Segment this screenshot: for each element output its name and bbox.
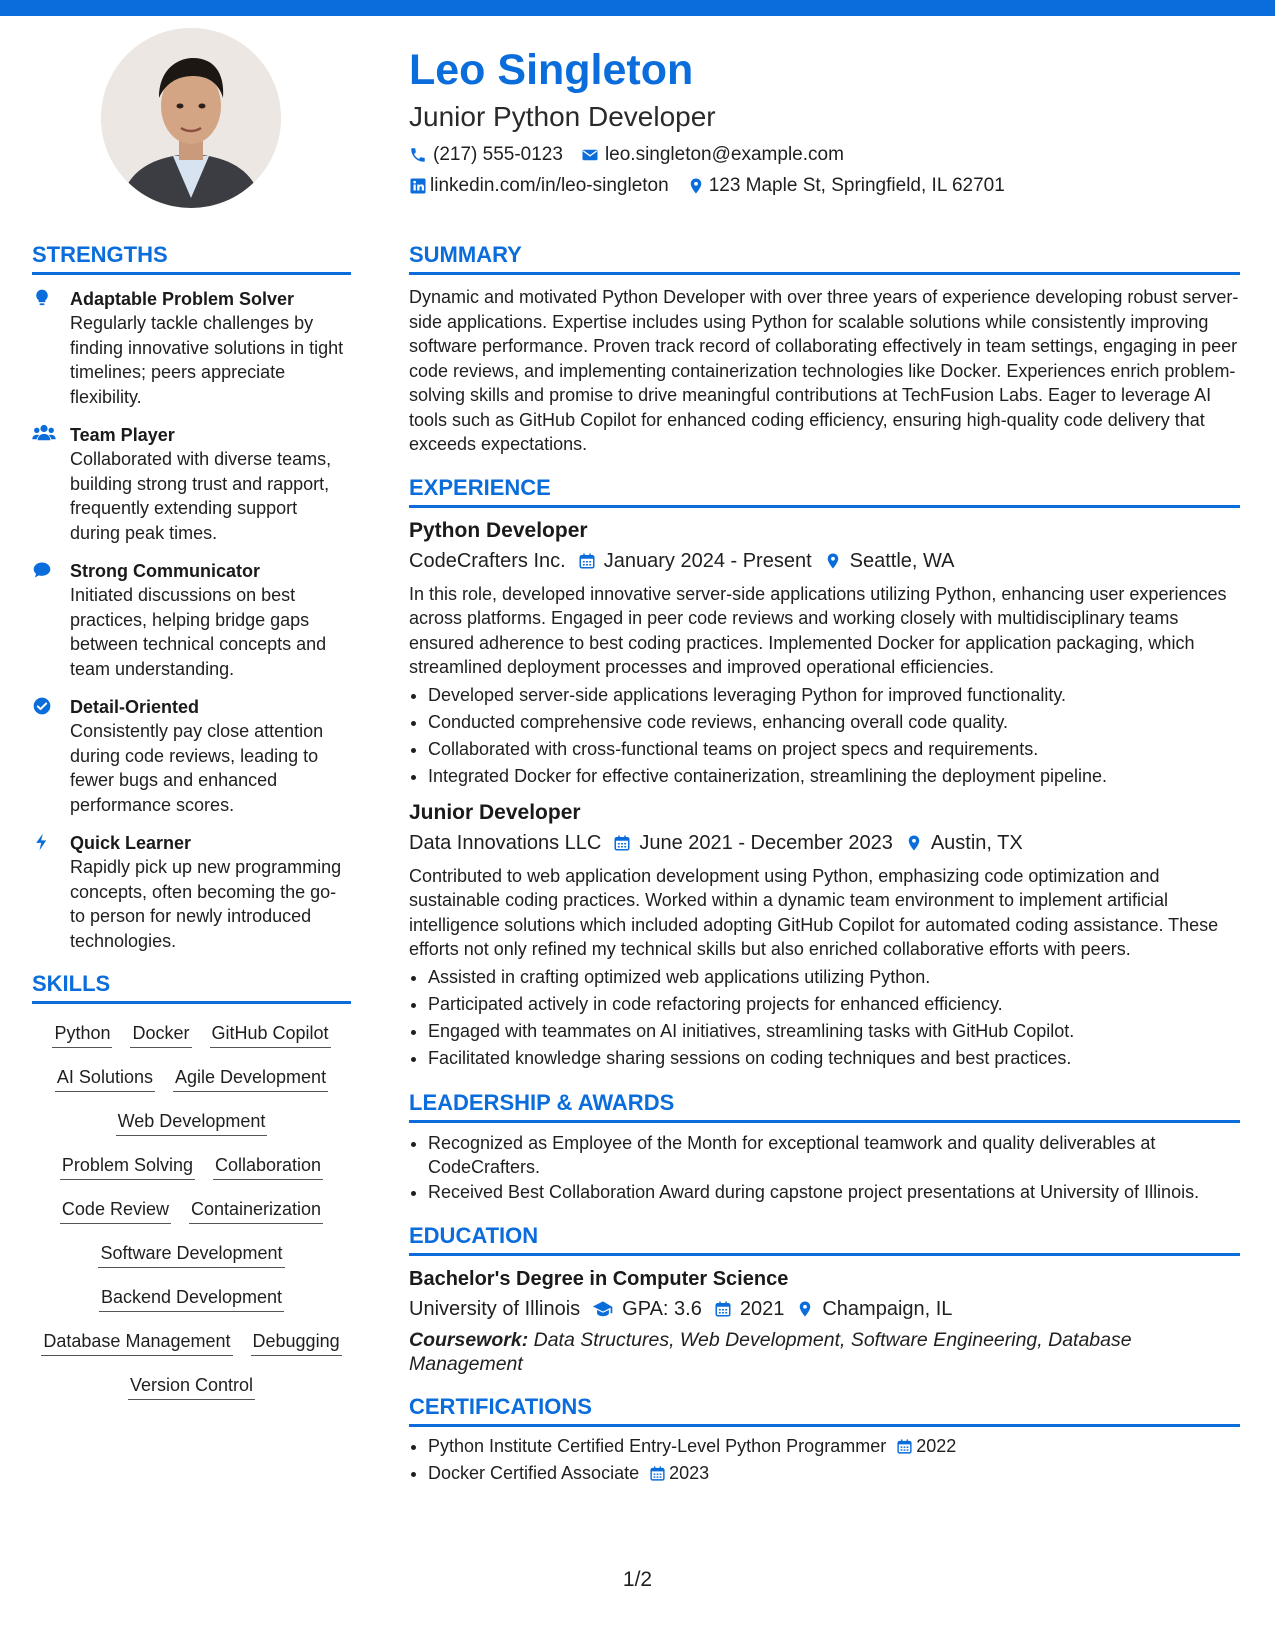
- skill-tag: Software Development: [98, 1242, 284, 1268]
- certification-item: [428, 1433, 1240, 1460]
- bullet-item: • Participated actively in code refactoring projects for enhanced efficiency.: [428, 991, 1240, 1018]
- leadership-section: [409, 1090, 1240, 1205]
- skill-tag: Database Management: [41, 1330, 232, 1356]
- bullet-item: • Integrated Docker for effective containerization, streamlining the deployment pipeline.: [428, 763, 1240, 790]
- map-marker-icon: [687, 177, 705, 195]
- graduation-year-text: 2021: [739, 1297, 785, 1320]
- skill-tag: Python: [52, 1022, 112, 1048]
- map-marker-icon: [905, 834, 923, 852]
- top-accent-bar: [0, 0, 1275, 16]
- profile-photo: [101, 28, 281, 208]
- job-title: Junior Python Developer: [409, 101, 716, 132]
- strength-desc: Initiated discussions on best practices, helping bridge gaps between technical concepts and team understanding.: [70, 585, 327, 679]
- summary-heading: SUMMARY: [409, 242, 1240, 275]
- skill-tag: GitHub Copilot: [210, 1022, 331, 1048]
- avatar: [101, 28, 281, 208]
- strength-title: Team Player: [70, 425, 175, 445]
- calendar-icon: [649, 1465, 666, 1482]
- leadership-heading: LEADERSHIP & AWARDS: [409, 1090, 1240, 1123]
- job-location-text: Austin, TX: [930, 831, 1023, 854]
- job-description: Contributed to web application development using Python, emphasizing code optimization and sustainable coding practices. Worked within a dynamic team environment to implement artificial intelligence solutions which included adopting GitHub Copilot for automated coding assistance. These efforts not only refined my technical skills but also enriched collaborative efforts with peers.: [409, 865, 1219, 959]
- certification-year: 2022: [916, 1435, 957, 1456]
- job-dates: [613, 828, 893, 858]
- comment-icon: [32, 559, 56, 582]
- bolt-icon: [32, 831, 56, 854]
- job-entry: [409, 516, 1240, 790]
- calendar-icon: [578, 552, 596, 570]
- left-column: [32, 242, 351, 1400]
- linkedin[interactable]: [409, 175, 669, 197]
- skill-tag: AI Solutions: [55, 1066, 155, 1092]
- education-location-text: Champaign, IL: [822, 1297, 953, 1320]
- right-column: [409, 242, 1240, 1487]
- email[interactable]: [581, 144, 844, 166]
- envelope-icon: [581, 146, 599, 164]
- contact-row-1: [409, 143, 1239, 167]
- leadership-list: [409, 1131, 1240, 1205]
- job-entry: [409, 798, 1240, 1072]
- strength-item: [32, 423, 351, 545]
- linkedin-icon: [409, 177, 427, 195]
- job-entry-title: Junior Developer: [409, 800, 581, 824]
- skill-tag: Debugging: [251, 1330, 342, 1356]
- job-bullets: [409, 682, 1240, 790]
- skill-tag: Web Development: [116, 1110, 268, 1136]
- graduation-year: [714, 1294, 785, 1324]
- certifications-heading: CERTIFICATIONS: [409, 1394, 1240, 1427]
- experience-section: [409, 475, 1240, 1072]
- education-location: [796, 1294, 952, 1324]
- job-meta: [409, 546, 1240, 576]
- lightbulb-icon: [32, 287, 56, 310]
- job-dates-text: June 2021 - December 2023: [639, 831, 893, 854]
- skill-tag: Agile Development: [173, 1066, 328, 1092]
- degree-title: Bachelor's Degree in Computer Science: [409, 1267, 789, 1290]
- award-item: • Received Best Collaboration Award during capstone project presentations at University of Illinois.: [428, 1179, 1240, 1205]
- candidate-name: Leo Singleton: [409, 46, 694, 94]
- bullet-item: • Developed server-side applications leveraging Python for improved functionality.: [428, 682, 1240, 709]
- certification-name: • Python Institute Certified Entry-Level Python Programmer: [428, 1435, 887, 1456]
- map-marker-icon: [796, 1300, 814, 1318]
- certifications-section: [409, 1394, 1240, 1487]
- skill-tag: Backend Development: [99, 1286, 284, 1312]
- calendar-icon: [613, 834, 631, 852]
- company-name: CodeCrafters Inc.: [409, 549, 566, 572]
- job-location-text: Seattle, WA: [849, 549, 955, 572]
- education-meta: [409, 1294, 1240, 1324]
- job-meta: [409, 828, 1240, 858]
- phone-text: (217) 555-0123: [433, 144, 563, 165]
- strength-title: Strong Communicator: [70, 561, 261, 581]
- strength-item: [32, 695, 351, 817]
- job-location: [905, 828, 1023, 858]
- linkedin-text: linkedin.com/in/leo-singleton: [430, 175, 669, 196]
- gpa-text: GPA: 3.6: [622, 1297, 702, 1320]
- skill-tag: Docker: [130, 1022, 191, 1048]
- strength-title: Quick Learner: [70, 833, 192, 853]
- page-number: 1/2: [622, 1568, 653, 1591]
- company-name: Data Innovations LLC: [409, 831, 602, 854]
- phone-icon: [409, 146, 427, 164]
- strength-desc: Rapidly pick up new programming concepts, often becoming the go-to person for newly introduced technologies.: [70, 857, 342, 951]
- certifications-list: [409, 1433, 1240, 1487]
- bullet-item: • Conducted comprehensive code reviews, enhancing overall code quality.: [428, 709, 1240, 736]
- skills-list: [32, 1004, 351, 1400]
- skill-tag: Containerization: [189, 1198, 323, 1224]
- skills-section: [32, 971, 351, 1400]
- check-circle-icon: [32, 695, 56, 718]
- strength-item: [32, 831, 351, 953]
- skill-tag: Version Control: [128, 1374, 255, 1400]
- job-location: [824, 546, 955, 576]
- coursework: [409, 1328, 1240, 1376]
- experience-heading: EXPERIENCE: [409, 475, 1240, 508]
- summary-text: Dynamic and motivated Python Developer with over three years of experience developing robust server-side applications. Expertise includes using Python for scalable solutions while consistently improving software performance. Proven track record of collaborating effectively in team settings, engaging in peer code reviews, and implementing containerization technologies like Docker. Experiences enrich problem-solving skills and promise to drive meaningful contributions at TechFusion Labs. Eager to leverage AI tools such as GitHub Copilot for enhanced coding efficiency, ensuring high-quality code delivery that exceeds expectations.: [409, 287, 1239, 454]
- strength-item: [32, 287, 351, 409]
- users-icon: [32, 423, 56, 446]
- address-text: 123 Maple St, Springfield, IL 62701: [708, 175, 1005, 196]
- map-marker-icon: [824, 552, 842, 570]
- strength-desc: Consistently pay close attention during code reviews, leading to fewer bugs and enhanced performance scores.: [70, 721, 324, 815]
- certification-item: [428, 1460, 1240, 1487]
- job-description: In this role, developed innovative server-side applications utilizing Python, enhancing user experiences across platforms. Engaged in peer code reviews and working closely with multidisciplinary teams ensured adherence to best coding practices. Implemented Docker for application packaging, which streamlined deployment processes and improved operational efficiencies.: [409, 583, 1227, 677]
- strength-title: Detail-Oriented: [70, 697, 200, 717]
- job-entry-title: Python Developer: [409, 518, 588, 542]
- strength-desc: Collaborated with diverse teams, building strong trust and rapport, frequently extending support during peak times.: [70, 449, 332, 543]
- phone[interactable]: [409, 144, 563, 166]
- bullet-item: • Collaborated with cross-functional teams on project specs and requirements.: [428, 736, 1240, 763]
- gpa: [592, 1294, 702, 1324]
- email-text: leo.singleton@example.com: [604, 144, 844, 165]
- skill-tag: Collaboration: [213, 1154, 323, 1180]
- school-name: University of Illinois: [409, 1297, 581, 1320]
- strengths-heading: STRENGTHS: [32, 242, 351, 275]
- skill-tag: Code Review: [60, 1198, 171, 1224]
- coursework-text: Data Structures, Web Development, Software Engineering, Database Management: [409, 1328, 1132, 1375]
- address: [687, 175, 1005, 197]
- strength-title: Adaptable Problem Solver: [70, 289, 295, 309]
- calendar-icon: [896, 1438, 913, 1455]
- summary-section: [409, 242, 1240, 457]
- education-heading: EDUCATION: [409, 1223, 1240, 1256]
- job-bullets: [409, 964, 1240, 1072]
- bullet-item: • Facilitated knowledge sharing sessions on coding techniques and best practices.: [428, 1045, 1240, 1072]
- coursework-label: Coursework:: [409, 1328, 529, 1351]
- bullet-item: • Engaged with teammates on AI initiatives, streamlining tasks with GitHub Copilot.: [428, 1018, 1240, 1045]
- skill-tag: Problem Solving: [60, 1154, 195, 1180]
- strength-desc: Regularly tackle challenges by finding innovative solutions in tight timelines; peers appreciate flexibility.: [70, 313, 344, 407]
- graduation-cap-icon: [592, 1300, 614, 1318]
- contact-row-2: [409, 174, 1239, 198]
- calendar-icon: [714, 1300, 732, 1318]
- award-item: • Recognized as Employee of the Month for exceptional teamwork and quality deliverables at CodeCrafters.: [428, 1131, 1240, 1179]
- education-section: [409, 1223, 1240, 1376]
- job-dates: [578, 546, 812, 576]
- header: [409, 40, 1239, 198]
- strength-item: [32, 559, 351, 681]
- certification-year: 2023: [669, 1462, 710, 1483]
- bullet-item: • Assisted in crafting optimized web applications utilizing Python.: [428, 964, 1240, 991]
- certification-name: • Docker Certified Associate: [428, 1462, 640, 1483]
- job-dates-text: January 2024 - Present: [603, 549, 812, 572]
- skills-heading: SKILLS: [32, 971, 351, 1004]
